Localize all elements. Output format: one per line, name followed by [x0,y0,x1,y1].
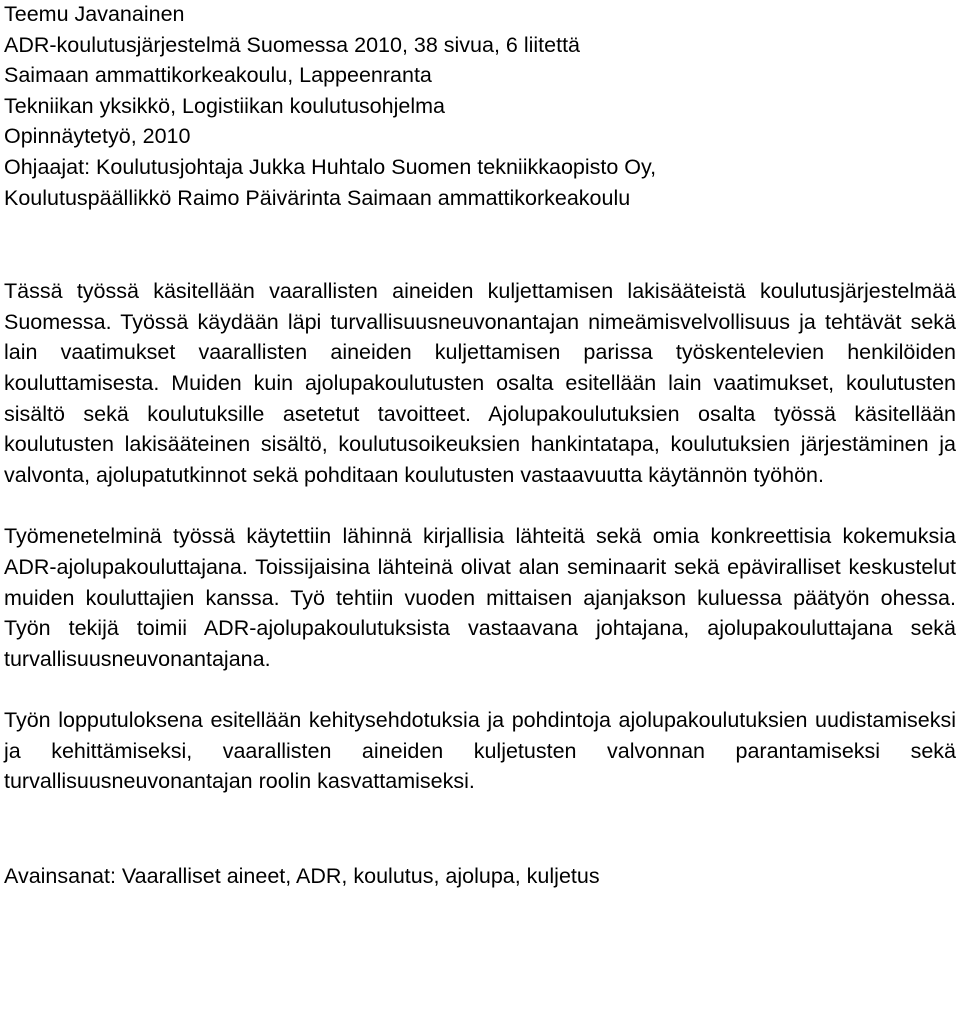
abstract-page [4,0,956,892]
keywords-line: Avainsanat: Vaaralliset aineet, ADR, koulutus, ajolupa, kuljetus [4,864,600,889]
supervisors-line-1: Ohjaajat: Koulutusjohtaja Jukka Huhtalo Suomen tekniikkaopisto Oy, [4,154,657,179]
thesis-title-line: ADR-koulutusjärjestelmä Suomessa 2010, 38 sivua, 6 liitettä [4,32,581,57]
abstract-paragraph-3: Työn lopputuloksena esitellään kehitysehdotuksia ja pohdintoja ajolupakoulutuksien uudistamiseksi ja kehittämiseksi, vaarallisten aineiden kuljetusten valvonnan parantamiseksi sekä turvallisuusneuvonantajan roolin kasvattamiseksi. [4,708,956,794]
department-line: Tekniikan yksikkö, Logistiikan koulutusohjelma [4,93,445,118]
thesis-type-line: Opinnäytetyö, 2010 [4,124,191,149]
abstract-paragraph-2: Työmenetelminä työssä käytettiin lähinnä kirjallisia lähteitä sekä omia konkreettisia kokemuksia ADR-ajolupakouluttajana. Toissijaisina lähteinä olivat alan seminaarit sekä epäviralliset keskustelut muiden kouluttajien kanssa. Työ tehtiin vuoden mittaisen ajanjakson kuluessa päätyön ohessa. Työn tekijä toimii ADR-ajolupakoulutuksista vastaavana johtajana, ajolupakouluttajana sekä turvallisuusneuvonantajana. [4,524,956,671]
supervisors-line-2: Koulutuspäällikkö Raimo Päivärinta Saimaan ammattikorkeakoulu [4,185,631,210]
author-name: Teemu Javanainen [4,2,185,26]
document-header [4,0,956,213]
institution-line: Saimaan ammattikorkeakoulu, Lappeenranta [4,63,432,88]
abstract-paragraph-1: Tässä työssä käsitellään vaarallisten aineiden kuljettamisen lakisääteistä koulutusjärjestelmää Suomessa. Työssä käydään läpi turvallisuusneuvonantajan nimeämisvelvollisuus ja tehtävät sekä lain vaatimukset vaarallisten aineiden kuljettamisen parissa työskentelevien henkilöiden kouluttamisesta. Muiden kuin ajolupakoulutusten osalta esitellään lain vaatimukset, koulutusten sisältö sekä koulutuksille asetetut tavoitteet. Ajolupakoulutuksien osalta työssä käsitellään koulutusten lakisääteinen sisältö, koulutusoikeuksien hankintatapa, koulutuksien järjestäminen ja valvonta, ajolupatutkinnot sekä pohditaan koulutusten vastaavuutta käytännön työhön. [4,279,956,487]
